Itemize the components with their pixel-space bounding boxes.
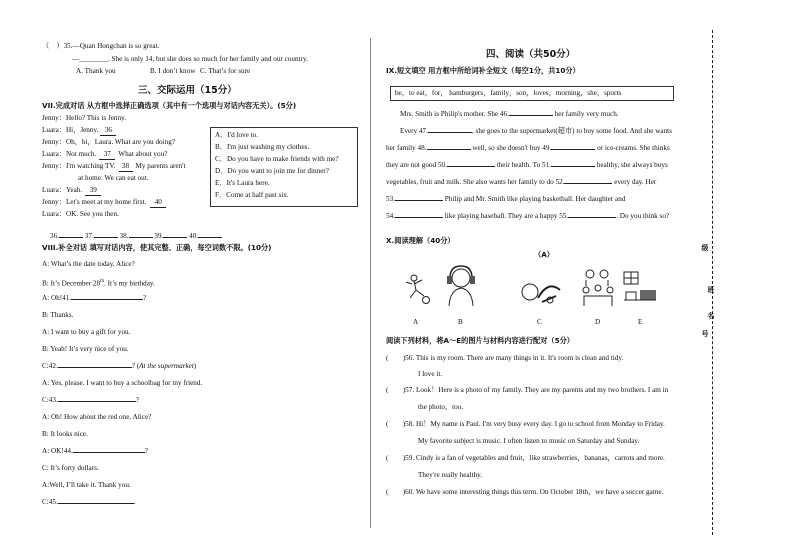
passage-line: 54. like playing baseball. They are a happy 55. . Do you think so? — [386, 212, 670, 220]
dialog1-line: Jenny：I'm watching TV. 38 My parents aren't — [42, 162, 186, 170]
blank-36[interactable]: 36 — [100, 126, 116, 136]
blank-39[interactable]: 39 — [85, 186, 101, 196]
dialog2-line: A: Oh!41. ? — [42, 294, 147, 302]
passage-line: they are not good 50. their health. To 51. healthy, she always buys — [386, 161, 668, 169]
dialog1-line: Luara：OK. See you then. — [42, 210, 119, 218]
option-a: A．I'd love to. — [215, 131, 259, 139]
column-divider — [370, 38, 371, 528]
blank-50[interactable] — [447, 166, 495, 167]
answer-39[interactable] — [163, 237, 187, 238]
blank-38[interactable]: 38 — [119, 162, 133, 172]
blank-52[interactable] — [564, 183, 612, 184]
blank-45[interactable] — [58, 503, 134, 504]
picture-label-a: A — [413, 318, 419, 326]
binding-line — [712, 30, 713, 535]
word-box-text: be，to eat，for， hamburgers，family，son，loves，morning，she，sports — [395, 89, 622, 97]
option-c: C．Do you have to make friends with me? — [215, 155, 339, 163]
dialog1-line: Jenny：Let's meet at my home first. 40 — [42, 198, 166, 208]
match-title: 阅读下列材料，将A～E的图片与材料内容进行配对（5分） — [386, 336, 574, 345]
answer-36[interactable] — [59, 237, 83, 238]
match-item-58[interactable]: ( )58. Hi！My name is Paul. I'm very busy every day. I go to school from Monday to Friday. — [386, 420, 665, 428]
s7-title: VII.完成对话 从方框中选择正确选项（其中有一个选项与对话内容无关）。(5分) — [42, 101, 297, 110]
option-f: F．Come at half past six. — [215, 191, 289, 199]
picture-label-d: D — [595, 318, 601, 326]
picture-a-football-player — [402, 272, 432, 308]
picture-b-headphones-girl — [444, 264, 478, 308]
blank-40[interactable]: 40 — [150, 198, 166, 208]
passage-line: 53. Philip and Mr. Smith like playing basketball. Her daughter and — [386, 195, 626, 203]
dialog2-line: B: Yeah! It’s very nice of you. — [42, 345, 129, 353]
picture-e-bedroom — [622, 268, 658, 306]
dialog2-line: A: OK!44. ? — [42, 447, 148, 455]
match-item-60[interactable]: ( )60. We have some interesting things this term. On October 18th，we have a soccer game. — [386, 488, 664, 496]
picture-label-e: E — [638, 318, 643, 326]
dialog2-line: C:43. ? — [42, 396, 139, 404]
blank-44[interactable] — [73, 452, 145, 453]
blank-37[interactable]: 37 — [99, 150, 115, 160]
dialog2-line: C:42. ? (At the supermarket) — [42, 362, 197, 370]
blank-51[interactable] — [551, 166, 595, 167]
q35-option-c: C. That’s for sure — [200, 67, 251, 75]
picture-c-fruits-vegetables — [520, 276, 564, 304]
match-item-59[interactable]: ( )59. Cindy is a fan of vegetables and fruit，like strawberries，bananas，carrots and more. — [386, 454, 665, 462]
passage-line: vegetables, fruit and milk. She also wants her family to do 52. every day. Her — [386, 178, 657, 186]
blank-46[interactable] — [509, 115, 553, 116]
dialog1-line: Jenny：Oh，hi，Laura. What are you doing? — [42, 138, 176, 146]
dialog2-line: A: I want to buy a gift for you. — [42, 328, 131, 336]
picture-label-c: C — [537, 318, 542, 326]
dialog1-line: Jenny：Hello? This is Jenny. — [42, 114, 127, 122]
dialog2-line: A:Well, I’ll take it. Thank you. — [42, 481, 131, 489]
passage-line: her family 48. well, so she doesn't buy 49. or ice-creams. She thinks — [386, 144, 670, 152]
option-d: D．Do you want to join me for dinner? — [215, 167, 329, 175]
dialog2-line: B: Thanks. — [42, 311, 74, 319]
margin-label-name: 名 — [707, 312, 715, 319]
match-item-58-cont: My favorite subject is music. I often listen to music on Saturday and Sunday. — [418, 437, 640, 445]
blank-42[interactable] — [58, 367, 132, 368]
answer-38[interactable] — [129, 237, 153, 238]
blank-53[interactable] — [395, 200, 443, 201]
dialog1-line: Luara：Yeah. 39 — [42, 186, 101, 196]
q35-option-b: B. I don’t know — [150, 67, 196, 75]
passage-line: Every 47. , she goes to the supermarket(超市) to buy some food. And she wants — [400, 127, 672, 135]
option-b: B．I'm just washing my clothes. — [215, 143, 310, 151]
q35-option-a: A. Thank you — [76, 67, 116, 75]
passage-line: Mrs. Smith is Philip's mother. She 46. her family very much. — [400, 110, 619, 118]
dialog1-line: at home. We can eat out. — [78, 174, 149, 182]
picture-d-family — [578, 266, 618, 310]
s10-title: X.阅读理解（40分） — [386, 236, 455, 245]
blank-48[interactable] — [427, 149, 471, 150]
blank-54[interactable] — [395, 217, 443, 218]
section3-title: 三、交际运用（15分） — [138, 85, 237, 96]
answer-40[interactable] — [198, 237, 222, 238]
match-item-56-cont: I love it. — [418, 370, 443, 378]
dialog2-line: A: Oh! How about the red one, Alice? — [42, 413, 152, 421]
blank-49[interactable] — [551, 149, 595, 150]
blank-47[interactable] — [428, 132, 472, 133]
blank-41[interactable] — [71, 299, 143, 300]
dialog2-line: B: It looks nice. — [42, 430, 88, 438]
blank-43[interactable] — [58, 401, 136, 402]
picture-label-b: B — [458, 318, 463, 326]
match-item-59-cont: They're really healthy. — [418, 471, 483, 479]
match-item-57-cont: the photo，too. — [418, 403, 464, 411]
option-e: E．It's Laura here. — [215, 179, 270, 187]
dialog2-line: B: It’s December 28th. It’s my birthday. — [42, 279, 155, 288]
s9-title: IX.短文填空 用方框中所给词补全短文（每空1分，共10分） — [386, 66, 580, 75]
dialog2-line: C:45. . — [42, 498, 136, 506]
answer-line: 36. 37. 38. 39. 40. — [50, 232, 222, 241]
match-item-57[interactable]: ( )57. Look！Here is a photo of my family. They are my parents and my two brothers. I am in — [386, 386, 669, 394]
blank-55[interactable] — [568, 217, 616, 218]
margin-label-class: 级 — [701, 244, 709, 251]
section4-title: 四、阅读（共50分） — [486, 49, 576, 60]
s8-title: VIII.补全对话 填写对话内容，使其完整、正确，每空词数不限。(10分) — [42, 243, 272, 252]
dialog2-line: A: Yes, please. I want to buy a schoolbag for my friend. — [42, 379, 203, 387]
dialog2-line: A: What’s the date today, Alice? — [42, 260, 135, 268]
match-item-56[interactable]: ( )56. This is my room. There are many things in it. It's room is clean and tidy. — [386, 354, 624, 362]
q35-response: —________. She is only 14, but she does so much for her family and our country. — [72, 55, 308, 63]
dialog1-line: Luara：Hi，Jenny. 36 — [42, 126, 116, 136]
margin-label-ban: 班 — [707, 286, 715, 293]
q35-stem: （ ）35.—Quan Hongchan is so great. — [42, 42, 160, 50]
dialog1-line: Luara：Not much. 37 What about you? — [42, 150, 168, 158]
dialog2-line: C: It’s forty dollars. — [42, 464, 99, 472]
answer-37[interactable] — [94, 237, 118, 238]
margin-label-number: 号 — [701, 330, 709, 337]
part-a-label: （A） — [534, 250, 554, 259]
